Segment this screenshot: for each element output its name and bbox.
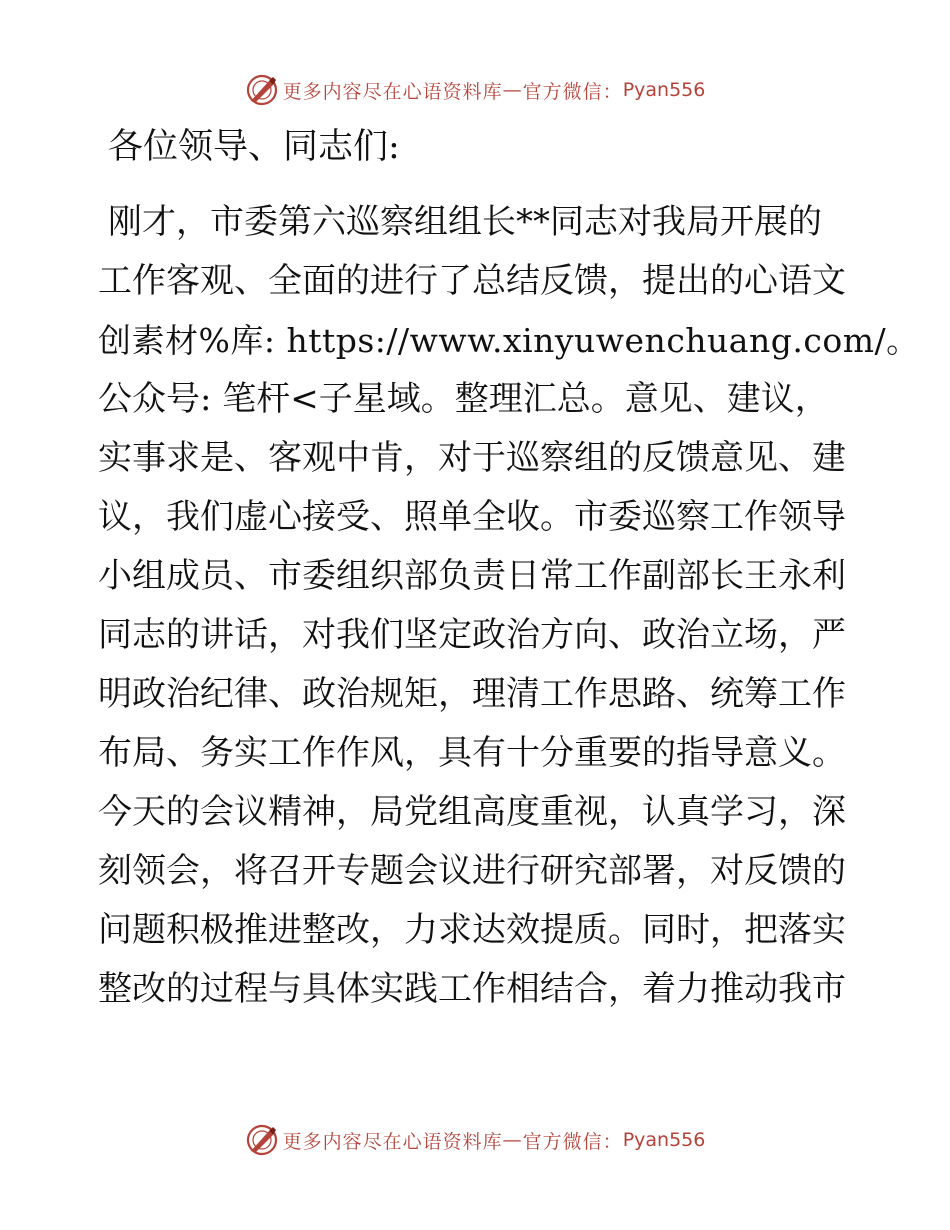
footer-separator: — xyxy=(502,1129,523,1151)
body-line: 同志的讲话，对我们坚定政治方向、政治立场，严 xyxy=(98,615,846,655)
body-line: 明政治纪律、政治规矩，理清工作思路、统筹工作 xyxy=(98,674,846,714)
body-line: 整改的过程与具体实践工作相结合，着力推动我市 xyxy=(98,969,846,1009)
body-line: 工作客观、全面的进行了总结反馈，提出的心语文 xyxy=(98,261,846,301)
document-body xyxy=(98,193,920,1019)
pen-logo-icon xyxy=(245,73,279,107)
salutation: 各位领导、同志们: xyxy=(108,127,400,167)
header-contact-label: 官方微信： xyxy=(522,80,623,103)
footer-contact-label: 官方微信： xyxy=(522,1130,623,1153)
footer-banner xyxy=(0,1120,950,1160)
footer-brand-text: 更多内容尽在心语资料库 xyxy=(282,1130,503,1153)
body-line: 今天的会议精神，局党组高度重视，认真学习，深 xyxy=(98,792,846,832)
body-line: 刚才，市委第六巡察组组长**同志对我局开展的 xyxy=(108,202,822,242)
pen-logo-icon xyxy=(245,1123,279,1157)
body-line: 公众号: 笔杆<子星域。整理汇总。意见、建议， xyxy=(98,379,829,419)
body-line: 问题积极推进整改，力求达效提质。同时，把落实 xyxy=(98,910,846,950)
header-brand-text: 更多内容尽在心语资料库 xyxy=(282,80,503,103)
body-line: 创素材%库: https://www.xinyuwenchuang.com/。 xyxy=(98,321,920,360)
body-line: 议，我们虚心接受、照单全收。市委巡察工作领导 xyxy=(98,497,846,537)
body-line: 实事求是、客观中肯，对于巡察组的反馈意见、建 xyxy=(98,438,846,478)
header-banner xyxy=(0,70,950,110)
header-contact-id: Pyan556 xyxy=(622,79,706,101)
body-line: 布局、务实工作作风，具有十分重要的指导意义。 xyxy=(98,733,846,773)
footer-contact-id: Pyan556 xyxy=(622,1129,706,1151)
body-line: 小组成员、市委组织部负责日常工作副部长王永利 xyxy=(98,556,846,596)
body-line: 刻领会，将召开专题会议进行研究部署，对反馈的 xyxy=(98,851,846,891)
header-separator: — xyxy=(502,79,523,101)
